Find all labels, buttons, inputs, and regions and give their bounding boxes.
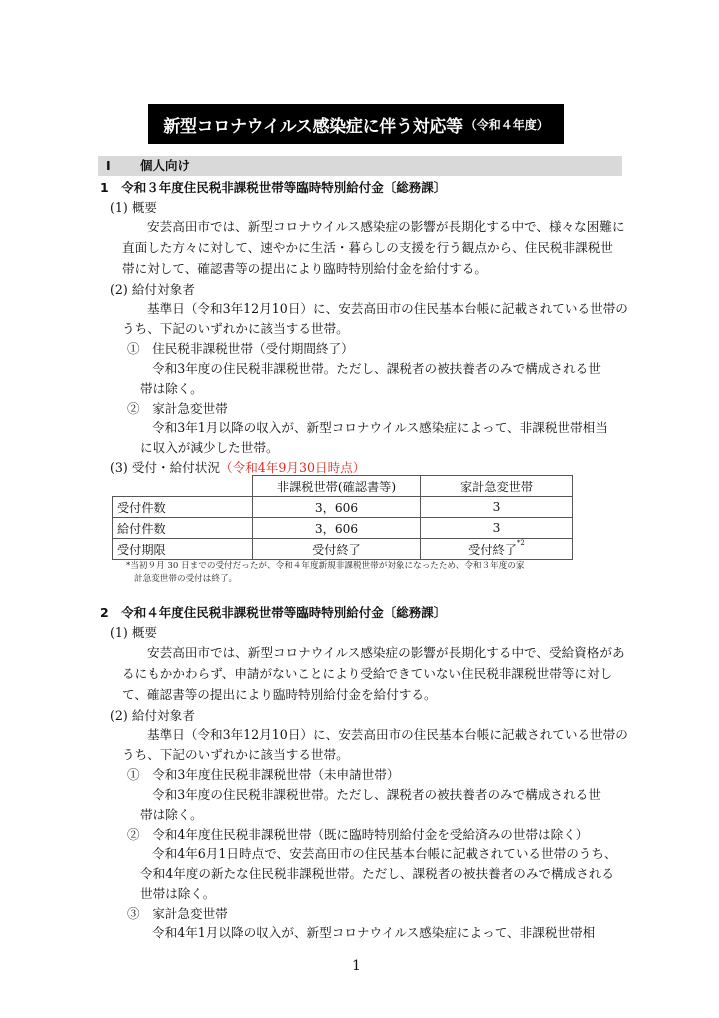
item1-category1-heading: ① 住民税非課税世帯（受付期間終了） [127, 341, 354, 356]
item2-category2-line: 令和4年度の新たな住民税非課税世帯。ただし、課税者の被扶養者のみで構成される [140, 866, 614, 881]
item1-eligibility-line: 基準日（令和3年12月10日）に、安芸高田市の住民基本台帳に記載されている世帯の [147, 301, 628, 316]
item2-category1-line: 令和3年度の住民税非課税世帯。ただし、課税者の被扶養者のみで構成される世 [152, 787, 601, 802]
item1-heading: 1 令和３年度住民税非課税世帯等臨時特別給付金〔総務課〕 [100, 180, 447, 195]
table-row [113, 497, 573, 518]
item1-status-heading-text: (3) 受付・給付状況 [110, 460, 220, 475]
table-cell: 3 [421, 518, 573, 539]
table-cell: 3，606 [253, 518, 421, 539]
item2-category2-line: 令和4年6月1日時点で、安芸高田市の住民基本台帳に記載されている世帯のうち、 [152, 846, 617, 861]
page-title [148, 104, 564, 144]
item1-overview-heading: (1) 概要 [110, 200, 158, 215]
table-cell: 3，606 [253, 497, 421, 518]
item2-overview-line: るにもかかわらず、申請がないことにより受給できていない住民税非課税世帯等に対し [122, 666, 613, 681]
item1-overview-line: 帯に対して、確認書等の提出により臨時特別給付金を給付する。 [122, 261, 487, 276]
item1-overview-line: 安芸高田市では、新型コロナウイルス感染症の影響が長期化する中で、様々な困難に [147, 219, 625, 234]
item2-overview-line: 安芸高田市では、新型コロナウイルス感染症の影響が長期化する中で、受給資格があ [147, 645, 625, 660]
section-label: 個人向け [140, 158, 191, 173]
table-header-cell: 非課税世帯(確認書等) [253, 476, 421, 497]
table-row-label: 給付件数 [113, 518, 253, 539]
item1-category2-line: 令和3年1月以降の収入が、新型コロナウイルス感染症によって、非課税世帯相当 [152, 420, 608, 435]
table-footnote-line: *当初９月 30 日までの受付だったが、令和４年度新規非課税世帯が対象になったため、令和３年度の家 [126, 561, 525, 571]
item2-heading: 2 令和４年度住民税非課税世帯等臨時特別給付金〔総務課〕 [100, 605, 447, 620]
table-row [113, 518, 573, 539]
item2-category3-heading: ③ 家計急変世帯 [127, 906, 228, 921]
table-cell: 3 [421, 497, 573, 518]
item2-eligibility-line: うち、下記のいずれかに該当する世帯。 [122, 747, 349, 762]
table-row [113, 539, 573, 560]
table-row-label: 受付期限 [113, 539, 253, 560]
item2-category1-heading: ① 令和3年度住民税非課税世帯（未申請世帯） [127, 767, 400, 782]
table-header-cell: 家計急変世帯 [421, 476, 573, 497]
item1-overview-line: 直面した方々に対して、速やかに生活・暮らしの支援を行う観点から、住民税非課税世 [122, 240, 613, 255]
page-number: 1 [352, 958, 361, 974]
section-header [98, 156, 622, 176]
item2-category2-line: 世帯は除く。 [140, 886, 216, 901]
item2-eligibility-heading: (2) 給付対象者 [110, 708, 195, 723]
item2-category3-line: 令和4年1月以降の収入が、新型コロナウイルス感染症によって、非課税世帯相 [152, 925, 596, 940]
item2-category2-heading: ② 令和4年度住民税非課税世帯（既に臨時特別給付金を受給済みの世帯は除く） [127, 827, 589, 842]
item1-category1-line: 令和3年度の住民税非課税世帯。ただし、課税者の被扶養者のみで構成される世 [152, 361, 601, 376]
item1-eligibility-heading: (2) 給付対象者 [110, 282, 195, 297]
item1-eligibility-line: うち、下記のいずれかに該当する世帯。 [122, 321, 349, 336]
table-row-label: 受付件数 [113, 497, 253, 518]
item2-overview-heading: (1) 概要 [110, 625, 158, 640]
table-footnote-line: 計急変世帯の受付は終了。 [134, 574, 238, 584]
table-header-row [113, 476, 573, 497]
item1-category1-line: 帯は除く。 [140, 381, 203, 396]
item1-category2-line: に収入が減少した世帯。 [140, 440, 279, 455]
status-date-note: （令和4年9月30日時点） [220, 460, 366, 475]
table-cell [421, 539, 573, 560]
section-number: Ⅰ [106, 158, 111, 173]
item2-overview-line: て、確認書等の提出により臨時特別給付金を給付する。 [122, 687, 437, 702]
table-cell-text: 受付終了 [468, 542, 517, 557]
item2-eligibility-line: 基準日（令和3年12月10日）に、安芸高田市の住民基本台帳に記載されている世帯の [147, 727, 628, 742]
title-sub-text: （令和４年度） [464, 117, 549, 132]
title-main-text: 新型コロナウイルス感染症に伴う対応等 [163, 116, 463, 137]
item1-category2-heading: ② 家計急変世帯 [127, 401, 228, 416]
footnote-marker: *2 [516, 538, 525, 547]
item2-category1-line: 帯は除く。 [140, 807, 203, 822]
status-table [112, 475, 573, 560]
table-corner-cell [113, 476, 253, 497]
table-cell: 受付終了 [253, 539, 421, 560]
